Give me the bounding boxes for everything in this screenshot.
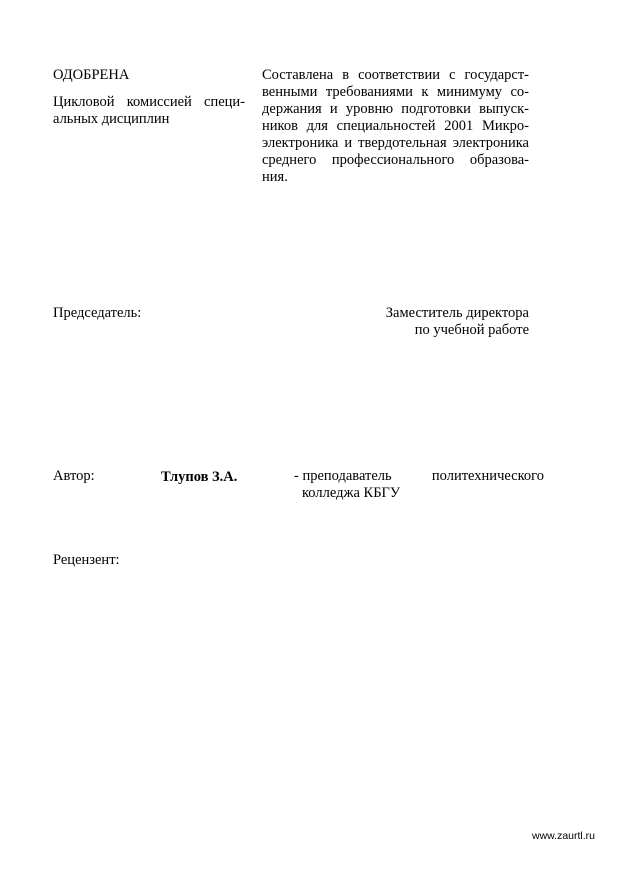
compliance-text [262,67,529,186]
compliance-line: Составлена в соответствии с государст- [262,67,529,83]
approved-label: ОДОБРЕНА [53,67,130,83]
commission-text [53,94,245,128]
author-name: Тлупов З.А. [161,469,238,485]
chairman-label: Председатель: [53,305,142,321]
commission-line: альных дисциплин [53,111,170,127]
commission-line: Цикловой комиссией специ- [53,94,245,110]
compliance-line: ников для специальностей 2001 Микро- [262,118,529,134]
compliance-line: держания и уровню подготовки выпуск- [262,101,529,117]
author-role-part: политехнического [431,468,544,484]
deputy-title-line: Заместитель директора [385,305,529,321]
deputy-director-block [329,305,529,339]
author-role-line: колледжа КБГУ [302,485,401,501]
author-label: Автор: [53,468,95,484]
reviewer-label: Рецензент: [53,552,120,568]
footer-site-link[interactable]: www.zaurtl.ru [531,830,595,842]
author-role-part: - преподаватель [294,468,392,484]
compliance-line: среднего профессионального образова- [262,152,529,168]
compliance-line: венными требованиями к минимуму со- [262,84,529,100]
compliance-line: ния. [262,169,288,185]
compliance-line: электроника и твердотельная электроника [262,135,529,151]
author-role [294,468,544,502]
deputy-title-line: по учебной работе [414,322,529,338]
